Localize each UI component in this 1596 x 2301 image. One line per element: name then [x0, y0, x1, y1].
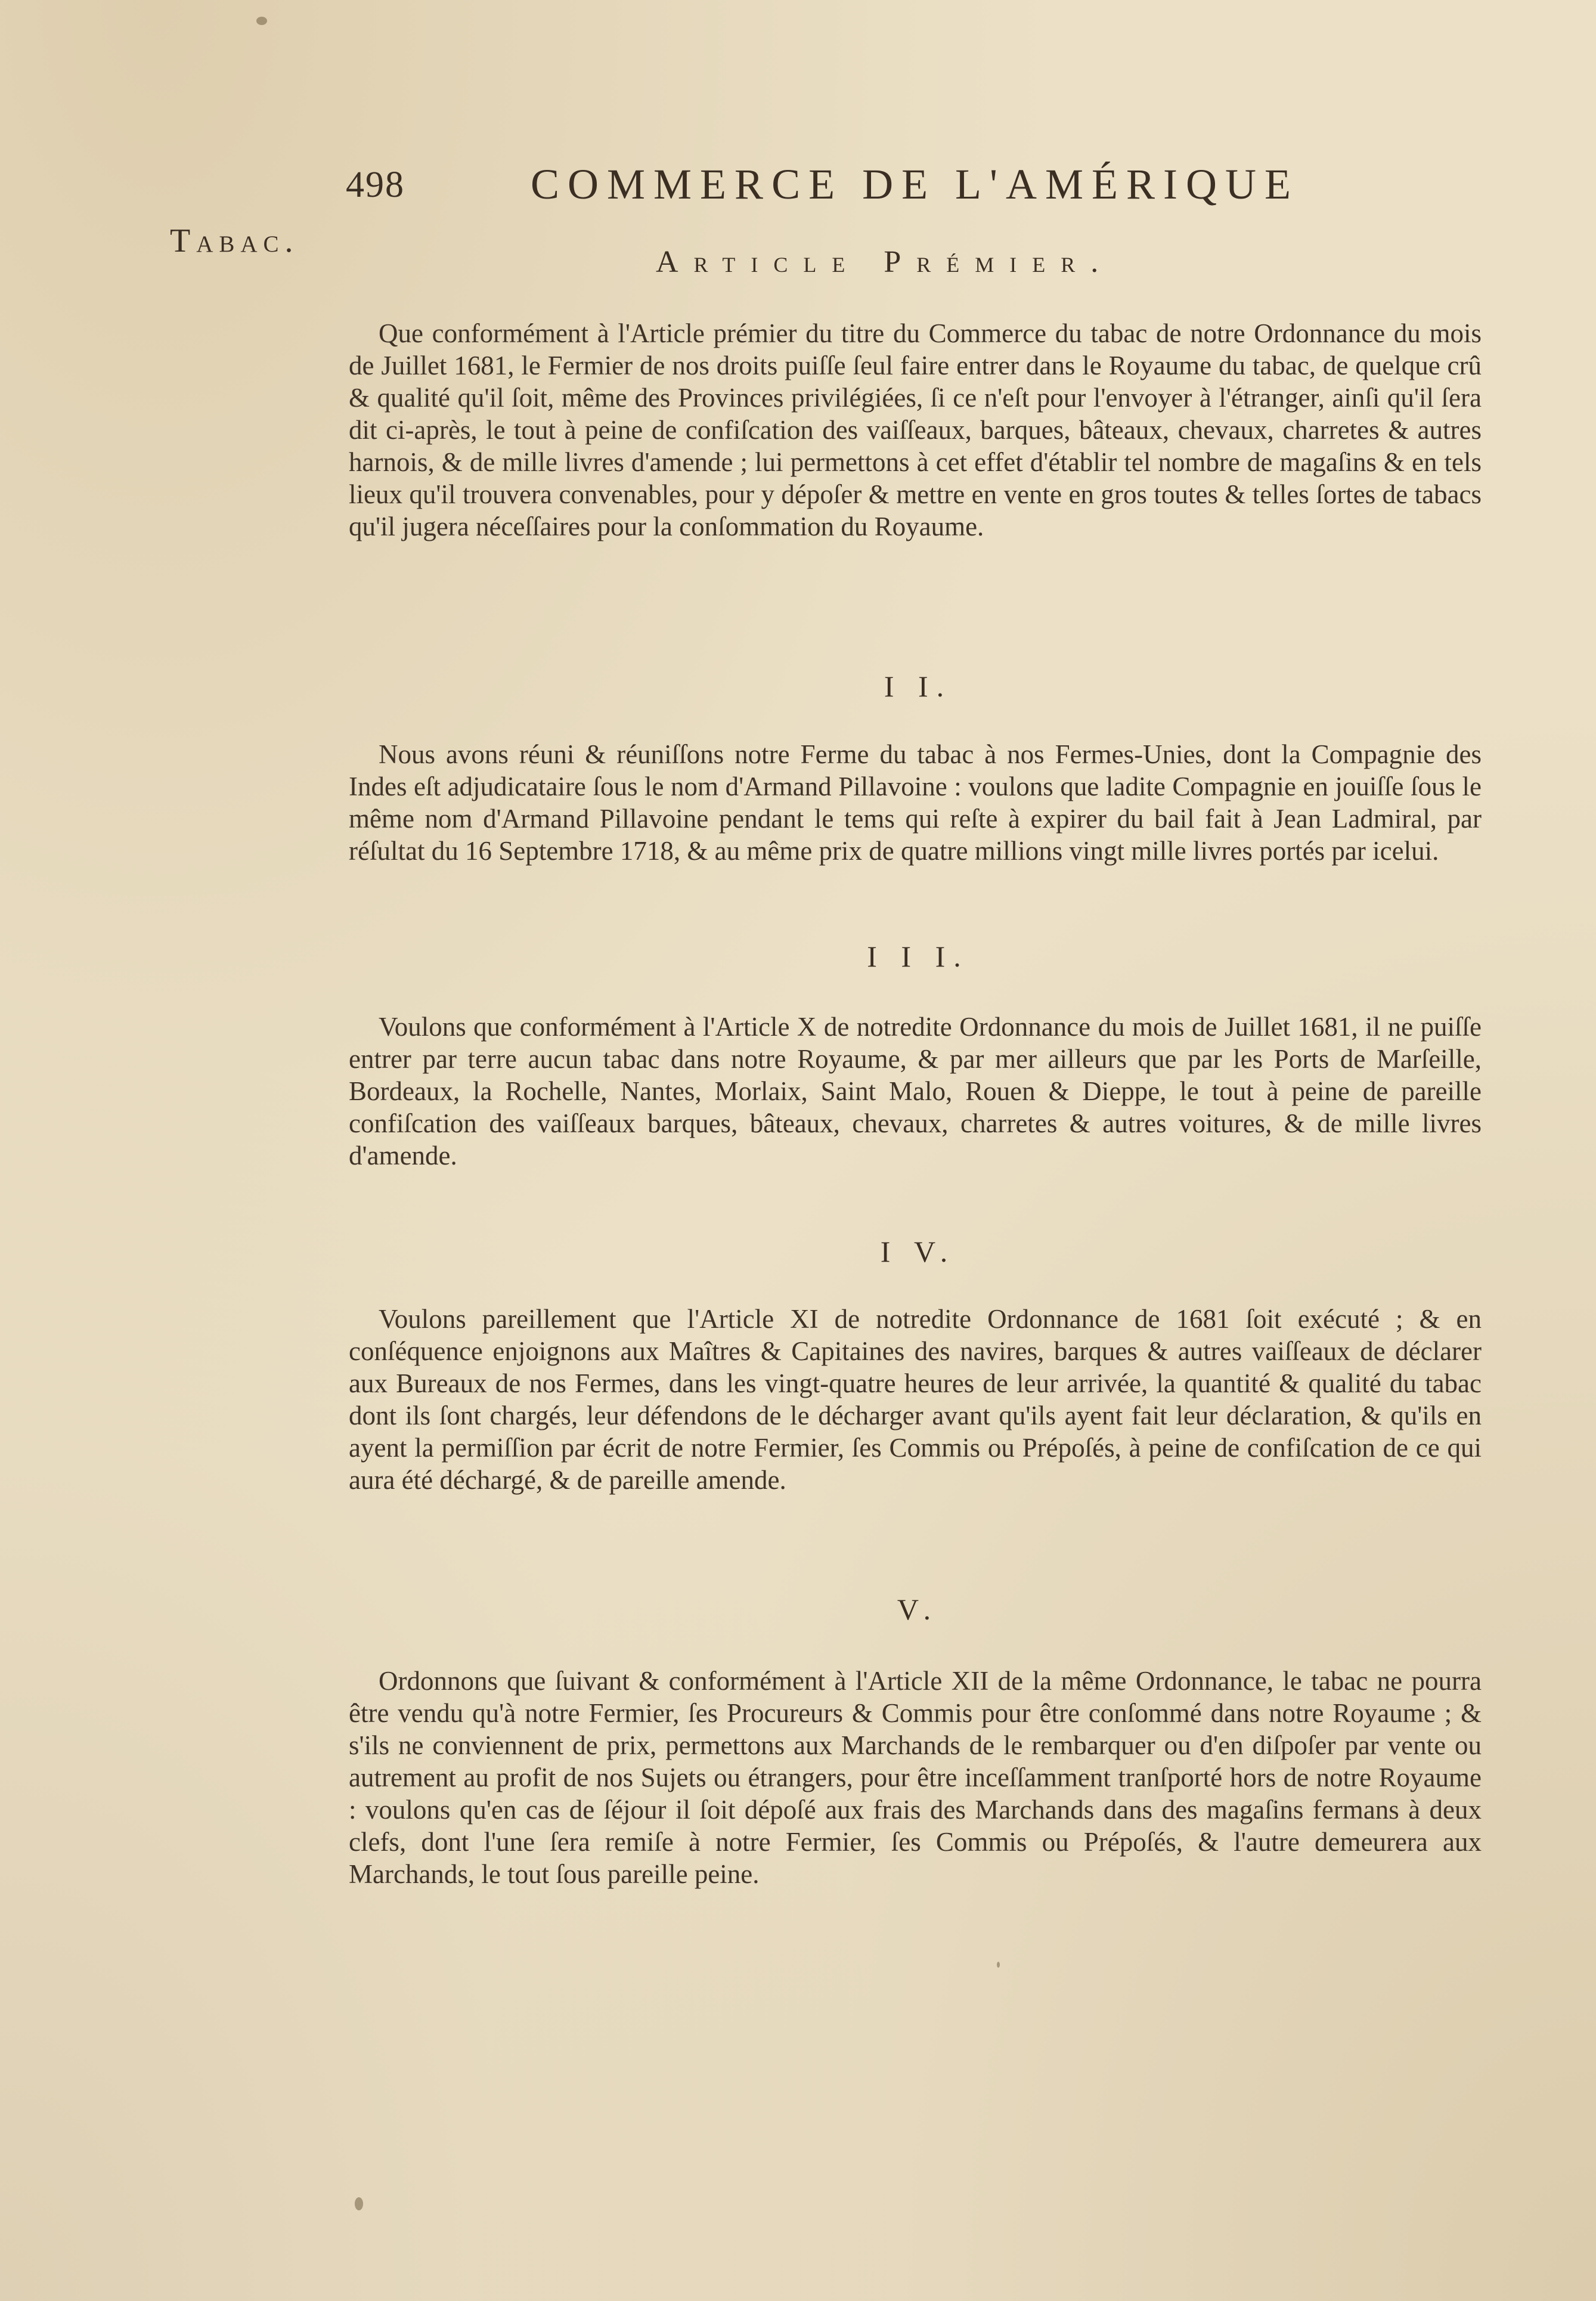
ink-blemish — [355, 2197, 363, 2210]
section-number: I V. — [880, 1235, 956, 1268]
article-paragraph: Voulons que conformément à l'Article X de notredite Ordonnance du mois de Juillet 1681, il ne puiſſe entrer par terre aucun tabac dans notre Royaume, & par mer ailleurs que par les Ports de Marſeille, Bordeaux, la Rochelle, Nantes, Morlaix, Saint Malo, Rouen & Dieppe, le tout à peine de pareille confiſcation des vaiſſeaux barques, bâteaux, chevaux, charretes & autres voitures, & de mille livres d'amende. — [349, 1012, 1482, 1170]
article-paragraph: Que conformément à l'Article prémier du titre du Commerce du tabac de notre Ordonnance du mois de Juillet 1681, le Fermier de nos droits puiſſe ſeul faire entrer dans le Royaume du tabac, de quelque crû & qualité qu'il ſoit, même des Provinces privilégiées, ſi ce n'eſt pour l'envoyer à l'étranger, ainſi qu'il ſera dit ci-après, le tout à peine de confiſcation des vaiſſeaux, barques, bâteaux, chevaux, charretes & autres harnois, & de mille livres d'amende ; lui permettons à cet effet d'établir tel nombre de magaſins & en tels lieux qu'il trouvera convenables, pour y dépoſer & mettre en vente en gros toutes & telles ſortes de tabacs qu'il jugera néceſſaires pour la conſommation du Royaume. — [349, 318, 1482, 541]
ink-blemish — [997, 1962, 1000, 1968]
article-paragraph: Ordonnons que ſuivant & conformément à l'Article XII de la même Ordonnance, le tabac ne pourra être vendu qu'à notre Fermier, ſes Procureurs & Commis pour être conſommé dans notre Royaume ; & s'ils ne conviennent de prix, permettons aux Marchands de le rembarquer ou d'en diſpoſer par vente ou autrement au profit de nos Sujets ou étrangers, pour être inceſſamment tranſporté hors de notre Royaume : voulons qu'en cas de ſéjour il ſoit dépoſé aux frais des Marchands dans des magaſins fermans à deux clefs, dont l'une ſera remiſe à notre Fermier, ſes Commis ou Prépoſés, & l'autre demeurera aux Marchands, le tout ſous pareille peine. — [349, 1666, 1482, 1889]
running-head: COMMERCE DE L'AMÉRIQUE — [531, 160, 1299, 208]
ink-blemish — [256, 17, 267, 25]
article-paragraph: Nous avons réuni & réuniſſons notre Ferme du tabac à nos Fermes-Unies, dont la Compagnie des Indes eſt adjudicataire ſous le nom d'Armand Pillavoine : voulons que ladite Compagnie en jouiſſe ſous le même nom d'Armand Pillavoine pendant le tems qui reſte à expirer du bail fait à Jean Ladmiral, par réſultat du 16 Septembre 1718, & au même prix de quatre millions vingt mille livres portés par icelui. — [349, 739, 1482, 866]
page-number: 498 — [346, 165, 405, 205]
section-number: I I. — [884, 670, 953, 703]
section-number: V. — [897, 1593, 940, 1626]
section-number: I I I. — [867, 940, 969, 973]
article-paragraph: Voulons pareillement que l'Article XI de notredite Ordonnance de 1681 ſoit exécuté ; & en conſéquence enjoignons aux Maîtres & Capitaines des navires, barques & autres vaiſſeaux de déclarer aux Bureaux de nos Fermes, dans les vingt-quatre heures de leur arrivée, la quantité & qualité du tabac dont ils ſont chargés, leur défendons de le décharger avant qu'ils ayent fait leur déclaration, & qu'ils en ayent la permiſſion par écrit de notre Fermier, ſes Commis ou Prépoſés, à peine de confiſcation de ce qui aura été déchargé, & de pareille amende. — [349, 1304, 1482, 1495]
article-title: Article Prémier. — [656, 245, 1114, 279]
margin-note: Tabac. — [170, 222, 299, 259]
